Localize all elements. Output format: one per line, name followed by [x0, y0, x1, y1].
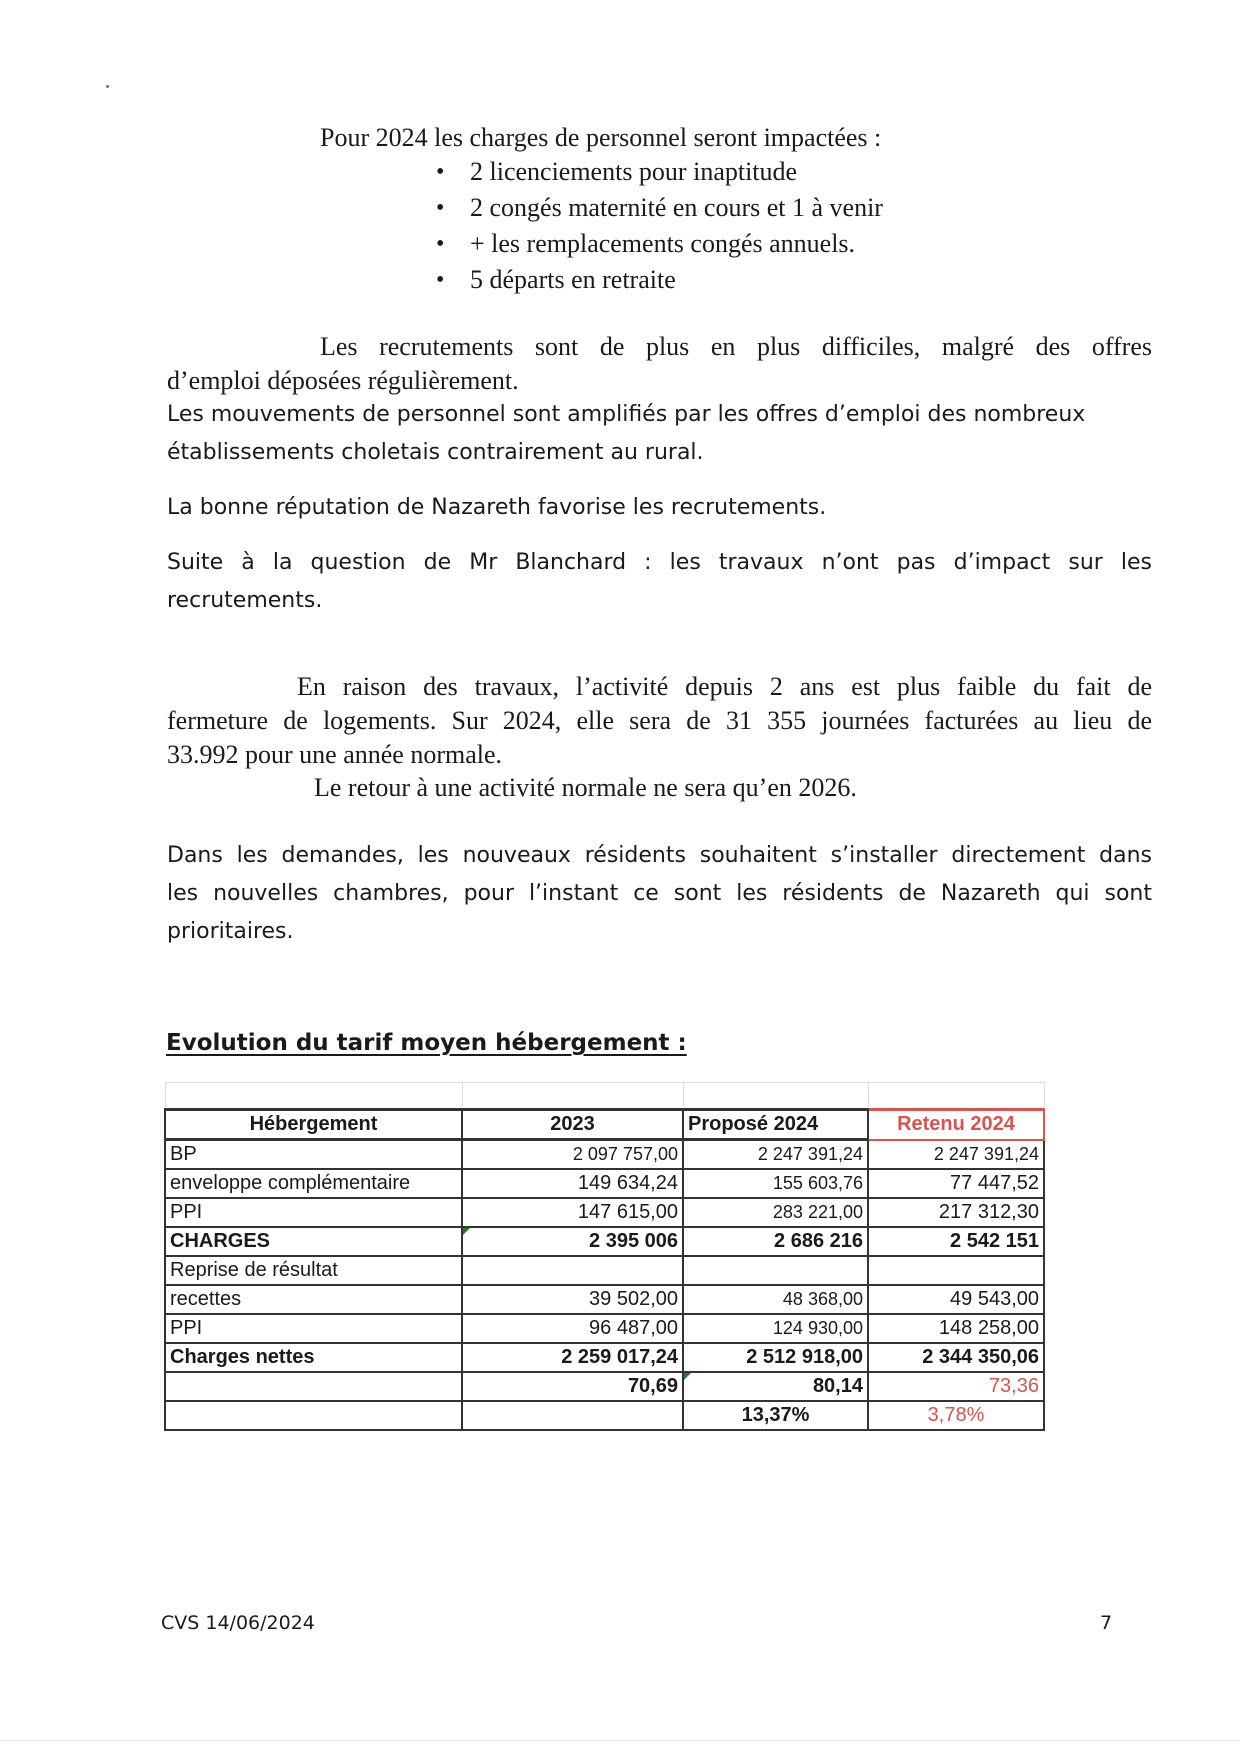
table-row-evolution — [165, 1401, 1044, 1430]
paragraph-activite-line2: fermeture de logements. Sur 2024, elle sera de 31 355 journées facturées au lieu de — [167, 706, 1152, 735]
cell-propose-2024: 283 221,00 — [683, 1198, 868, 1227]
cell-retenu-2024: 3,78% — [868, 1401, 1044, 1430]
paragraph-demandes-line3: prioritaires. — [167, 919, 294, 944]
row-label: BP — [165, 1140, 462, 1170]
cell-propose-2024 — [683, 1256, 868, 1285]
table-row — [165, 1314, 1044, 1343]
cell-propose-2024: 155 603,76 — [683, 1169, 868, 1198]
scan-speck — [106, 85, 109, 88]
cell-2023 — [462, 1256, 683, 1285]
row-label: Reprise de résultat — [165, 1256, 462, 1285]
paragraph-mouvements-line2: établissements choletais contrairement au rural. — [167, 440, 704, 465]
table-header-cell: Hébergement — [165, 1110, 462, 1140]
cell-retenu-2024: 2 542 151 — [868, 1227, 1044, 1256]
bullet-item: • + les remplacements congés annuels. — [440, 227, 883, 263]
cell-propose-2024: 13,37% — [683, 1401, 868, 1430]
row-label: Charges nettes — [165, 1343, 462, 1372]
cell-2023: 149 634,24 — [462, 1169, 683, 1198]
paragraph-activite-line4: Le retour à une activité normale ne sera qu’en 2026. — [314, 773, 857, 802]
paragraph-activite-line3: 33.992 pour une année normale. — [167, 740, 503, 769]
row-label: PPI — [165, 1314, 462, 1343]
cell-propose-2024: 2 686 216 — [683, 1227, 868, 1256]
cell-retenu-2024: 2 344 350,06 — [868, 1343, 1044, 1372]
intro-text: Pour 2024 les charges de personnel seront impactées : — [320, 123, 882, 152]
table-row-charges — [165, 1227, 1044, 1256]
paragraph-recrutements-line2: d’emploi déposées régulièrement. — [167, 366, 519, 395]
cell-retenu-2024: 148 258,00 — [868, 1314, 1044, 1343]
tarif-table — [164, 1108, 1045, 1431]
table-header-cell: Proposé 2024 — [683, 1110, 868, 1140]
paragraph-recrutements-line1: Les recrutements sont de plus en plus difficiles, malgré des offres — [320, 332, 1152, 361]
cell-2023: 96 487,00 — [462, 1314, 683, 1343]
cell-retenu-2024: 77 447,52 — [868, 1169, 1044, 1198]
cell-2023: 147 615,00 — [462, 1198, 683, 1227]
paragraph-question-line2: recrutements. — [167, 588, 323, 613]
cell-propose-2024: 124 930,00 — [683, 1314, 868, 1343]
table-row — [165, 1285, 1044, 1314]
row-label: CHARGES — [165, 1227, 462, 1256]
paragraph-question-line1: Suite à la question de Mr Blanchard : les travaux n’ont pas d’impact sur les — [167, 550, 1152, 575]
page-number: 7 — [1100, 1612, 1113, 1634]
row-label — [165, 1372, 462, 1401]
row-label — [165, 1401, 462, 1430]
cell-propose-2024: 48 368,00 — [683, 1285, 868, 1314]
cell-2023: 39 502,00 — [462, 1285, 683, 1314]
table-row-charges-nettes — [165, 1343, 1044, 1372]
paragraph-demandes-line1: Dans les demandes, les nouveaux résidents souhaitent s’installer directement dans — [167, 843, 1152, 868]
cell-2023: 70,69 — [462, 1372, 683, 1401]
scan-edge-line — [0, 1740, 1240, 1741]
paragraph-mouvements-line1: Les mouvements de personnel sont amplifiés par les offres d’emploi des nombreux — [167, 402, 1086, 427]
bullet-item: • 5 départs en retraite — [440, 263, 883, 299]
cell-2023: 2 259 017,24 — [462, 1343, 683, 1372]
spreadsheet-gridlines — [165, 1082, 1045, 1107]
paragraph-activite-line1: En raison des travaux, l’activité depuis 2 ans est plus faible du fait de — [297, 672, 1152, 701]
table-header-row — [165, 1110, 1044, 1140]
table-row-tarif — [165, 1372, 1044, 1401]
cell-2023: 2 097 757,00 — [462, 1140, 683, 1170]
cell-propose-2024: 2 512 918,00 — [683, 1343, 868, 1372]
section-title: Evolution du tarif moyen hébergement : — [166, 1030, 687, 1056]
paragraph-demandes-line2: les nouvelles chambres, pour l’instant ce sont les résidents de Nazareth qui sont — [167, 881, 1152, 906]
cell-retenu-2024: 49 543,00 — [868, 1285, 1044, 1314]
row-label: recettes — [165, 1285, 462, 1314]
cell-retenu-2024: 217 312,30 — [868, 1198, 1044, 1227]
footer-date: CVS 14/06/2024 — [161, 1612, 315, 1634]
table-row — [165, 1140, 1044, 1170]
row-label: PPI — [165, 1198, 462, 1227]
table-row — [165, 1169, 1044, 1198]
cell-retenu-2024: 73,36 — [868, 1372, 1044, 1401]
table-row — [165, 1198, 1044, 1227]
bullet-item: • 2 licenciements pour inaptitude — [440, 155, 883, 191]
table-header-cell: 2023 — [462, 1110, 683, 1140]
bullet-list — [440, 155, 883, 299]
row-label: enveloppe complémentaire — [165, 1169, 462, 1198]
cell-2023 — [462, 1401, 683, 1430]
table-header-cell-retenu: Retenu 2024 — [868, 1110, 1044, 1140]
cell-retenu-2024 — [868, 1256, 1044, 1285]
table-row — [165, 1256, 1044, 1285]
cell-propose-2024: 2 247 391,24 — [683, 1140, 868, 1170]
paragraph-reputation: La bonne réputation de Nazareth favorise les recrutements. — [167, 495, 827, 520]
cell-2023: 2 395 006 — [462, 1227, 683, 1256]
bullet-item: • 2 congés maternité en cours et 1 à venir — [440, 191, 883, 227]
cell-retenu-2024: 2 247 391,24 — [868, 1140, 1044, 1170]
cell-propose-2024: 80,14 — [683, 1372, 868, 1401]
